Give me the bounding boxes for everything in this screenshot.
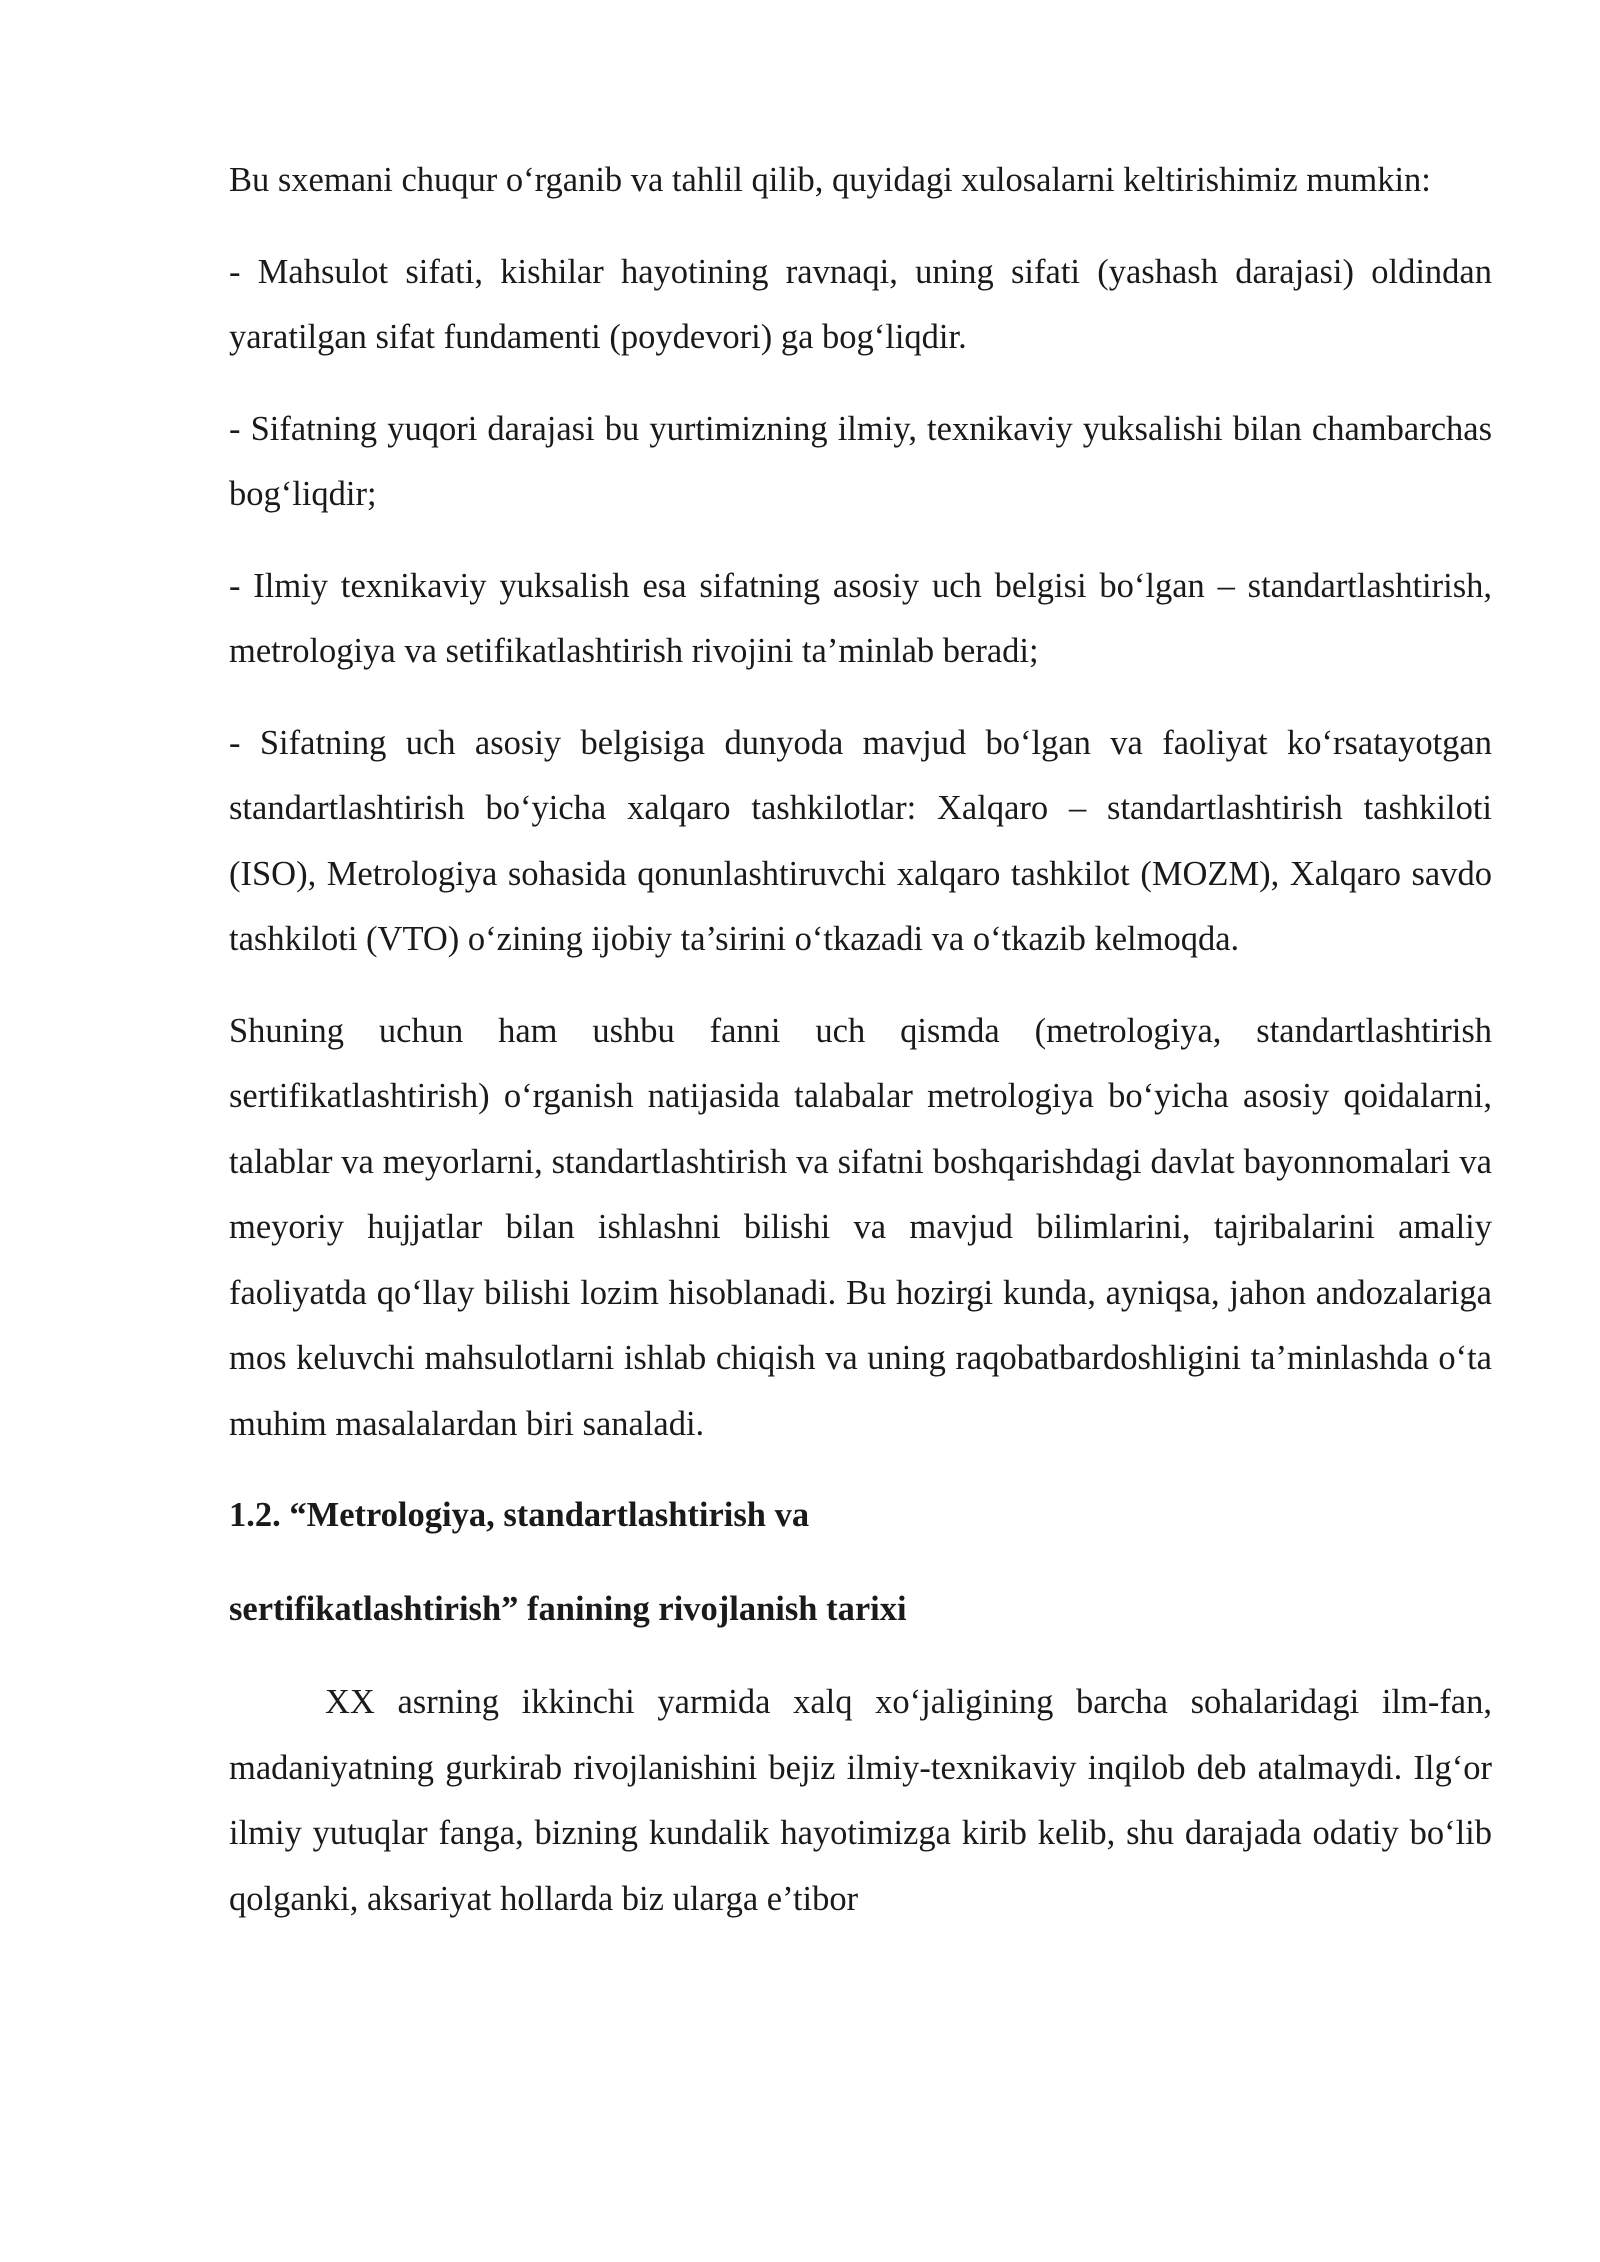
paragraph-history: XX asrning ikkinchi yarmida xalq xo‘jaligining barcha sohalaridagi ilm-fan, madaniyatning gurkirab rivojlanishini bejiz ilmiy-texnikaviy inqilob deb atalmaydi. Ilg‘or ilmiy yutuqlar fanga, bizning kundalik hayotimizga kirib kelib, shu darajada odatiy bo‘lib qolganki, aksariyat hollarda biz ularga e’tibor — [229, 1683, 1492, 1918]
paragraph-bullet-product-quality: - Mahsulot sifati, kishilar hayotining ravnaqi, uning sifati (yashash darajasi) oldindan yaratilgan sifat fundamenti (poydevori) ga bog‘liqdir. — [229, 252, 1492, 356]
document-page — [229, 148, 1492, 1958]
section-heading-line-1: 1.2. “Metrologiya, standartlashtirish va — [229, 1496, 810, 1534]
paragraph-bullet-international-orgs: - Sifatning uch asosiy belgisiga dunyoda mavjud bo‘lgan va faoliyat ko‘rsatayotgan standartlashtirish bo‘yicha xalqaro tashkilotlar: Xalqaro – standartlashtirish tashkiloti (ISO), Metrologiya sohasida qonunlashtiruvchi xalqaro tashkilot (MOZM), Xalqaro savdo tashkiloti (VTO) o‘zining ijobiy ta’sirini o‘tkazadi va o‘tkazib kelmoqda. — [229, 723, 1492, 958]
paragraph-intro: Bu sxemani chuqur o‘rganib va tahlil qilib, quyidagi xulosalarni keltirishimiz mumkin: — [229, 161, 1431, 199]
paragraph-bullet-scientific-progress: - Ilmiy texnikaviy yuksalish esa sifatning asosiy uch belgisi bo‘lgan – standartlashtirish, metrologiya va setifikatlashtirish rivojini ta’minlab beradi; — [229, 566, 1492, 670]
paragraph-course-summary: Shuning uchun ham ushbu fanni uch qismda (metrologiya, standartlashtirish sertifikatlashtirish) o‘rganish natijasida talabalar metrologiya bo‘yicha asosiy qoidalarni, talablar va meyorlarni, standartlashtirish va sifatni boshqarishdagi davlat bayonnomalari va meyoriy hujjatlar bilan ishlashni bilishi va mavjud bilimlarini, tajribalarini amaliy faoliyatda qo‘llay bilishi lozim hisoblanadi. Bu hozirgi kunda, ayniqsa, jahon andozalariga mos keluvchi mahsulotlarni ishlab chiqish va uning raqobatbardoshligini ta’minlashda o‘ta muhim masalalardan biri sanaladi. — [229, 1011, 1492, 1443]
section-heading-line-2: sertifikatlashtirish” fanining rivojlanish tarixi — [229, 1589, 907, 1628]
paragraph-bullet-quality-level: - Sifatning yuqori darajasi bu yurtimizning ilmiy, texnikaviy yuksalishi bilan chambarchas bog‘liqdir; — [229, 409, 1492, 513]
